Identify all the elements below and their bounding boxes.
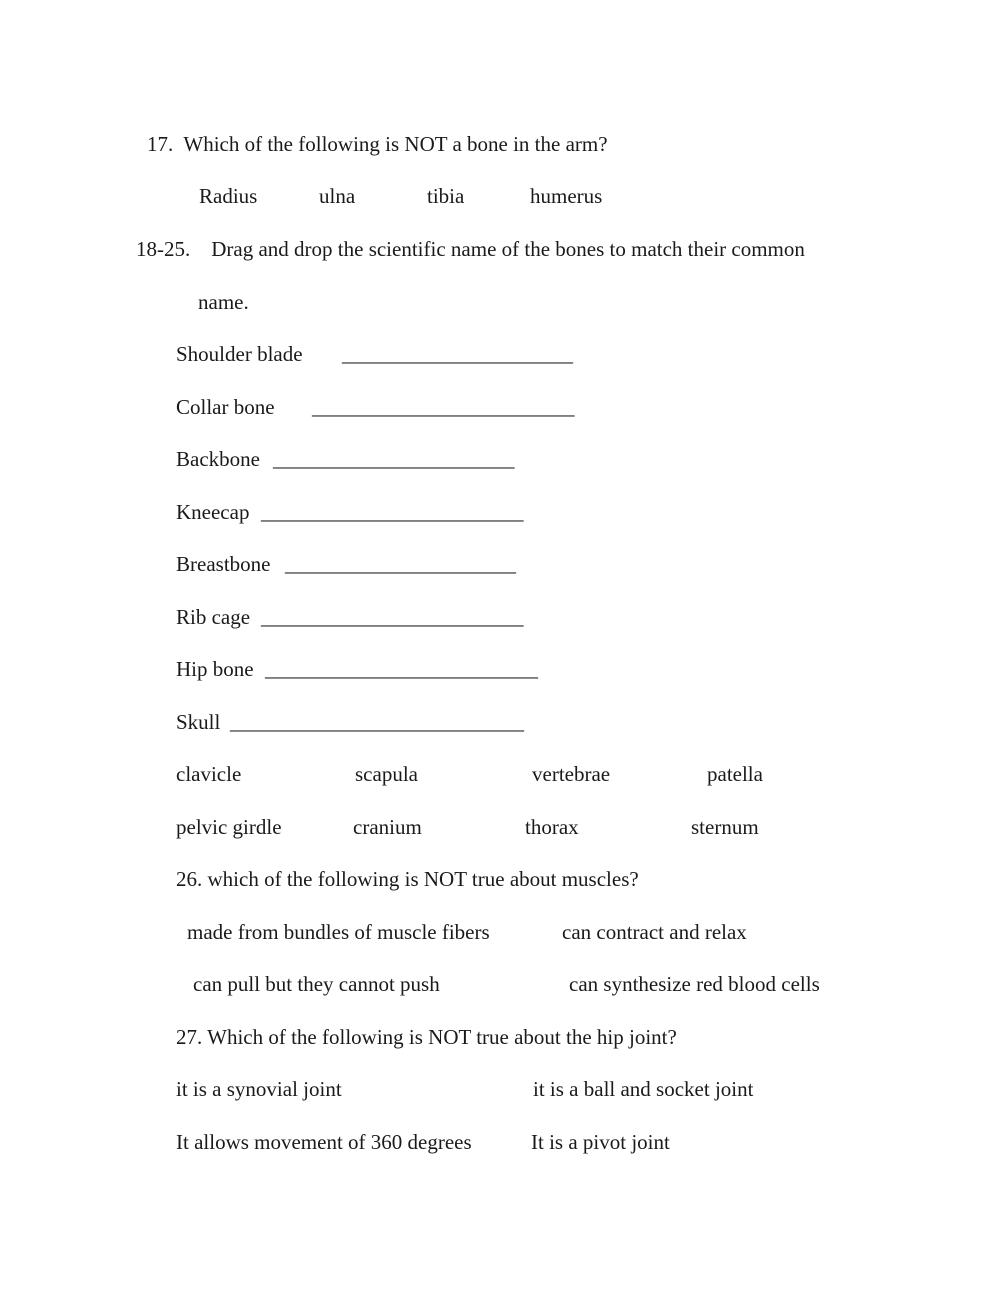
word-bank-sternum[interactable]: sternum — [691, 815, 759, 839]
q18-25-instruction: 18-25. Drag and drop the scientific name of the bones to match their common — [136, 237, 805, 261]
word-bank-clavicle[interactable]: clavicle — [176, 762, 242, 786]
q27-question: 27. Which of the following is NOT true about the hip joint? — [176, 1025, 677, 1049]
word-bank-scapula[interactable]: scapula — [355, 762, 418, 786]
match-label-skull: Skull — [176, 710, 221, 734]
q17-option-humerus[interactable]: humerus — [530, 184, 603, 208]
word-bank-vertebrae[interactable]: vertebrae — [532, 762, 611, 786]
q26-option-red-blood-cells[interactable]: can synthesize red blood cells — [569, 972, 820, 996]
match-blank-backbone[interactable]: _______________________ — [273, 447, 515, 471]
word-bank-patella[interactable]: patella — [707, 762, 763, 786]
match-blank-kneecap[interactable]: _________________________ — [261, 500, 524, 524]
q18-25-instruction-continued: name. — [198, 290, 249, 314]
match-blank-shoulder-blade[interactable]: ______________________ — [342, 342, 573, 366]
match-label-breastbone: Breastbone — [176, 552, 271, 576]
q27-option-synovial[interactable]: it is a synovial joint — [176, 1077, 342, 1101]
word-bank-cranium[interactable]: cranium — [353, 815, 422, 839]
match-label-kneecap: Kneecap — [176, 500, 250, 524]
q26-question: 26. which of the following is NOT true about muscles? — [176, 867, 639, 891]
match-blank-breastbone[interactable]: ______________________ — [285, 552, 516, 576]
match-label-hip-bone: Hip bone — [176, 657, 254, 681]
q27-option-ball-socket[interactable]: it is a ball and socket joint — [533, 1077, 754, 1101]
q27-option-360-degrees[interactable]: It allows movement of 360 degrees — [176, 1130, 472, 1154]
word-bank-thorax[interactable]: thorax — [525, 815, 579, 839]
match-blank-rib-cage[interactable]: _________________________ — [261, 605, 524, 629]
q26-option-contract-relax[interactable]: can contract and relax — [562, 920, 747, 944]
q17-option-tibia[interactable]: tibia — [427, 184, 465, 208]
q26-option-pull-not-push[interactable]: can pull but they cannot push — [193, 972, 440, 996]
match-label-rib-cage: Rib cage — [176, 605, 251, 629]
match-blank-skull[interactable]: ____________________________ — [230, 710, 524, 734]
q17-option-radius[interactable]: Radius — [199, 184, 258, 208]
match-label-shoulder-blade: Shoulder blade — [176, 342, 303, 366]
match-label-backbone: Backbone — [176, 447, 260, 471]
match-label-collar-bone: Collar bone — [176, 395, 275, 419]
q27-option-pivot[interactable]: It is a pivot joint — [531, 1130, 670, 1154]
match-blank-collar-bone[interactable]: _________________________ — [312, 395, 575, 419]
q26-option-muscle-fibers[interactable]: made from bundles of muscle fibers — [187, 920, 490, 944]
word-bank-pelvic-girdle[interactable]: pelvic girdle — [176, 815, 282, 839]
q17-option-ulna[interactable]: ulna — [319, 184, 356, 208]
match-blank-hip-bone[interactable]: __________________________ — [265, 657, 538, 681]
q17-question: 17. Which of the following is NOT a bone in the arm? — [147, 132, 608, 156]
